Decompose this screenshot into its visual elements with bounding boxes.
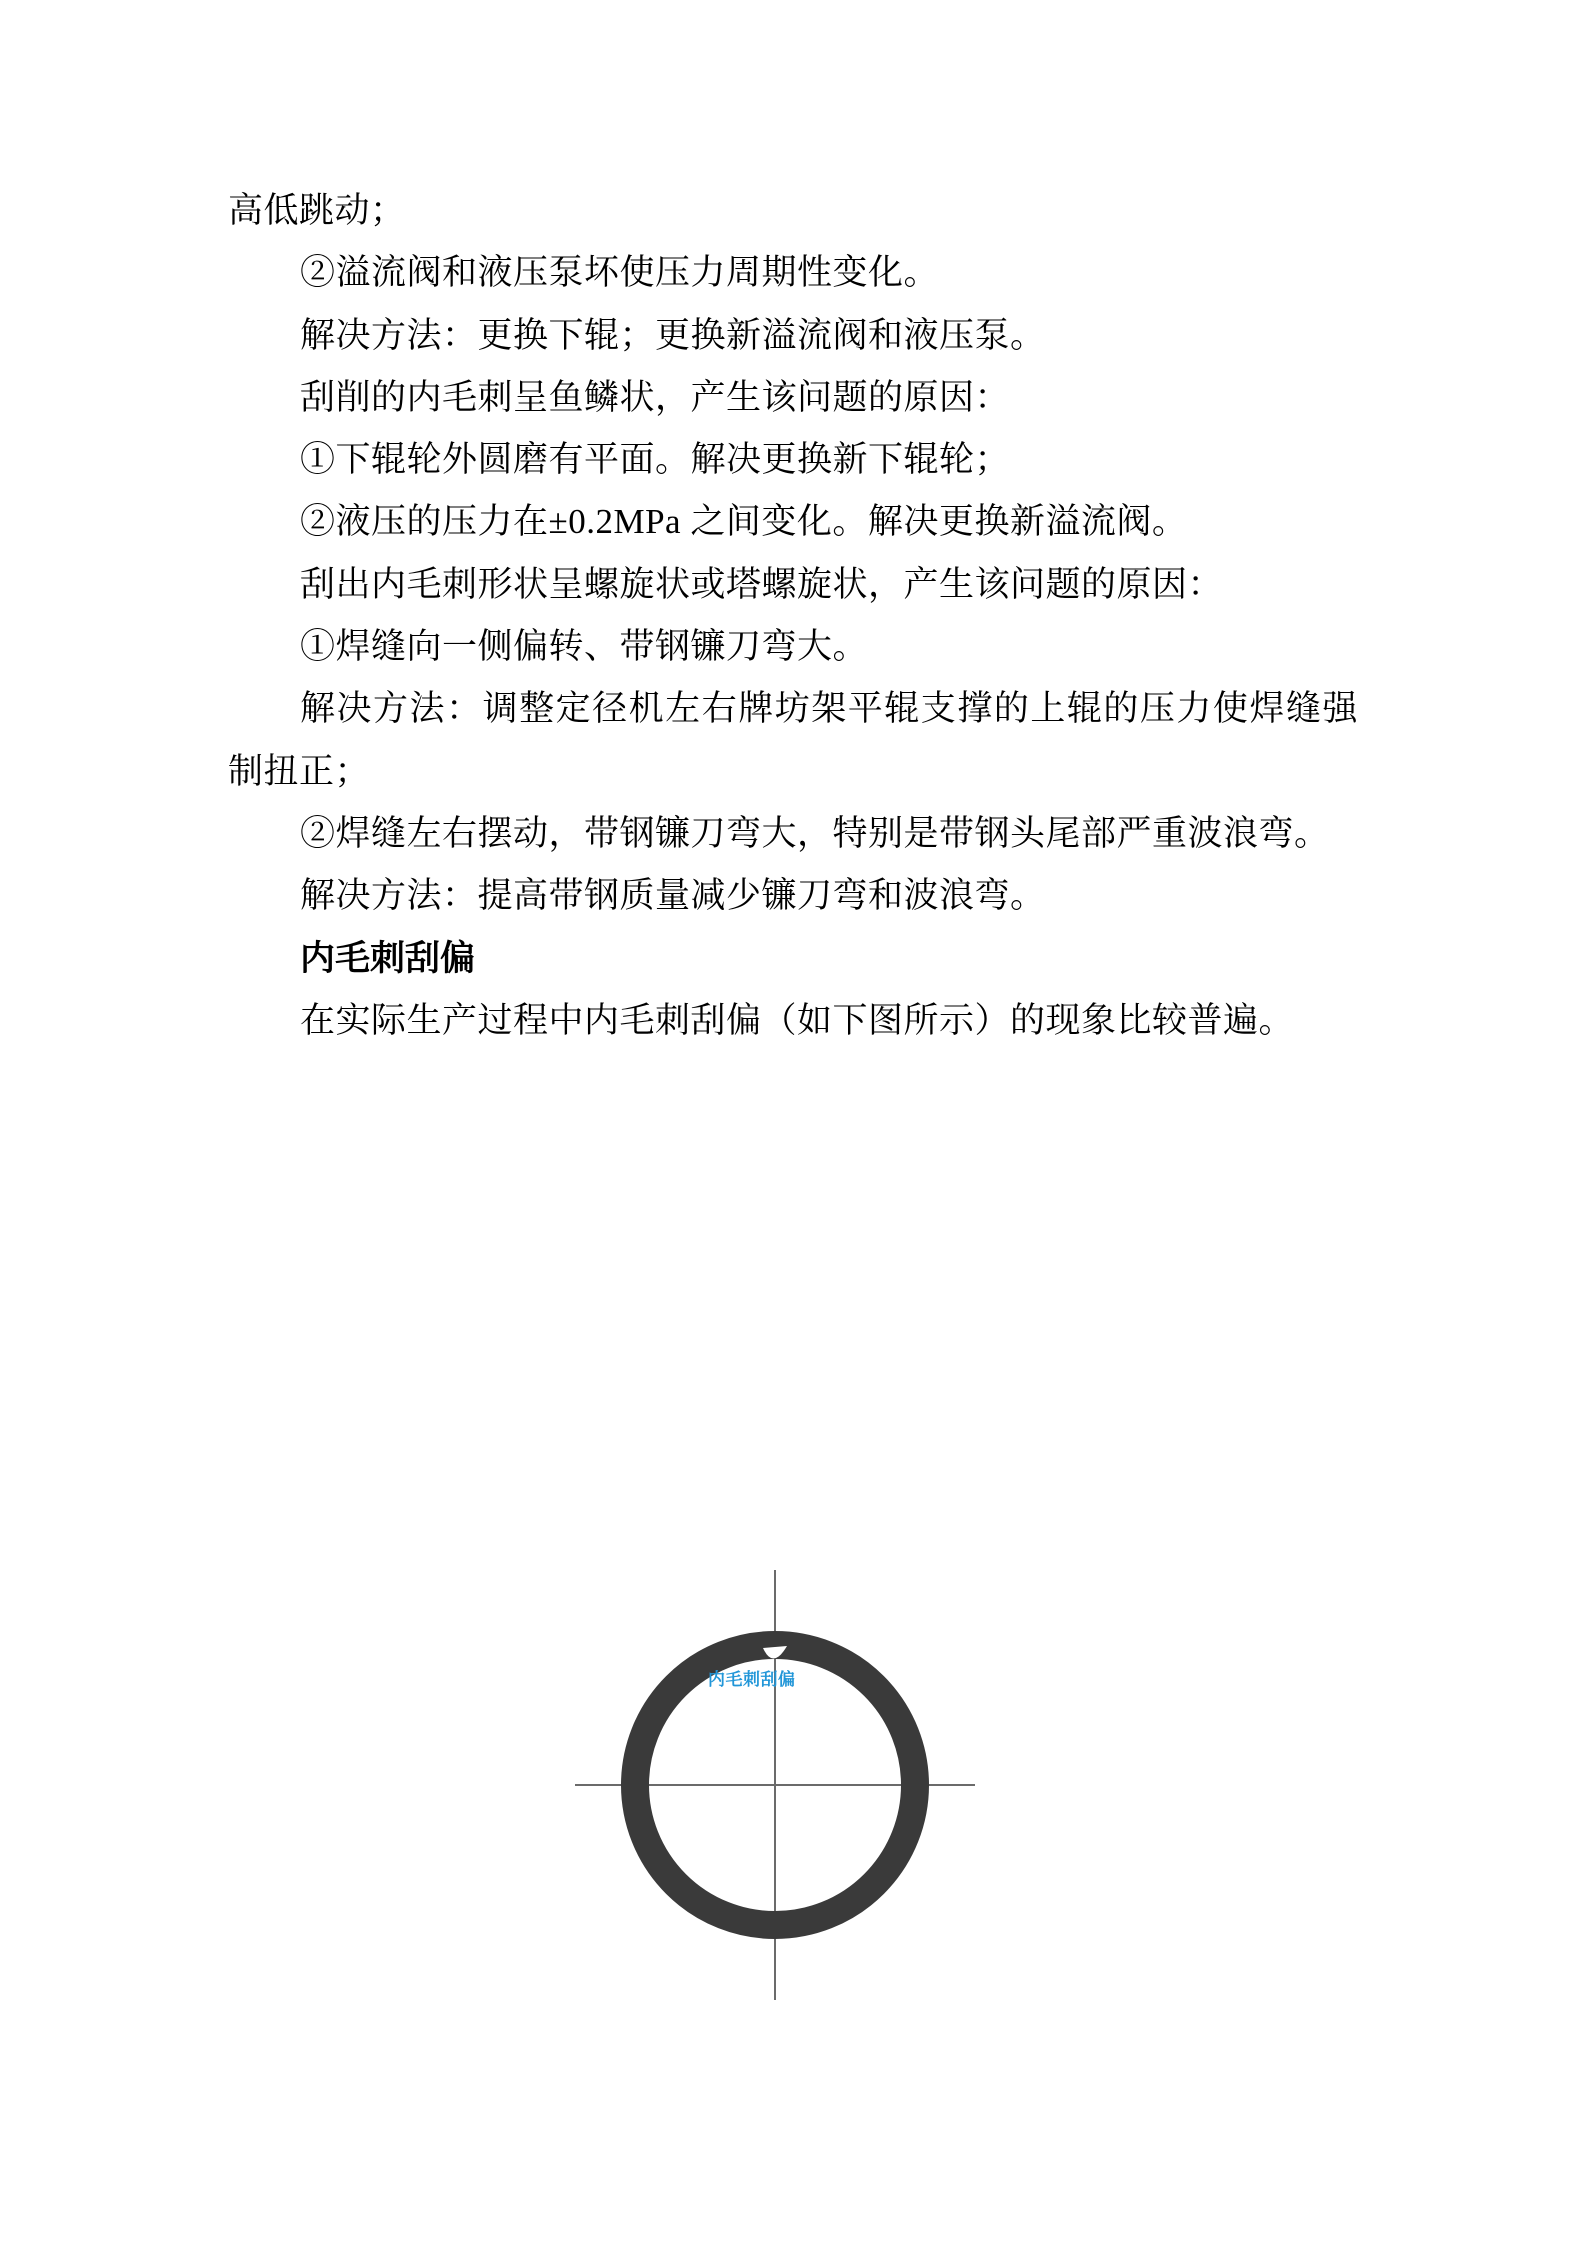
figure-label: 内毛刺刮偏 — [708, 1670, 796, 1689]
pipe-diagram-svg — [560, 1570, 990, 2000]
paragraph: ①焊缝向一侧偏转、带钢镰刀弯大。 — [300, 627, 869, 667]
paragraph: 刮削的内毛刺呈鱼鳞状，产生该问题的原因： — [300, 377, 1011, 417]
paragraph: 解决方法：提高带钢质量减少镰刀弯和波浪弯。 — [300, 876, 1046, 916]
paragraph: ②溢流阀和液压泵坏使压力周期性变化。 — [300, 253, 940, 293]
paragraph: 在实际生产过程中内毛刺刮偏（如下图所示）的现象比较普遍。 — [300, 1000, 1295, 1040]
paragraph: ①下辊轮外圆磨有平面。解决更换新下辊轮； — [300, 440, 1011, 480]
paragraph: 解决方法：调整定径机左右牌坊架平辊支撑的上辊的压力使焊缝强制扭正； — [228, 689, 1358, 791]
paragraph: 解决方法：更换下辊；更换新溢流阀和液压泵。 — [300, 315, 1046, 355]
pipe-cross-section-figure — [560, 1570, 990, 2000]
section-heading: 内毛刺刮偏 — [300, 938, 476, 978]
paragraph: 高低跳动； — [228, 191, 406, 230]
paragraph: ②液压的压力在±0.2MPa 之间变化。解决更换新溢流阀。 — [300, 502, 1188, 542]
paragraph: 刮出内毛刺形状呈螺旋状或塔螺旋状，产生该问题的原因： — [300, 564, 1224, 604]
document-body — [228, 180, 1358, 1052]
paragraph: ②焊缝左右摆动，带钢镰刀弯大，特别是带钢头尾部严重波浪弯。 — [300, 813, 1330, 853]
